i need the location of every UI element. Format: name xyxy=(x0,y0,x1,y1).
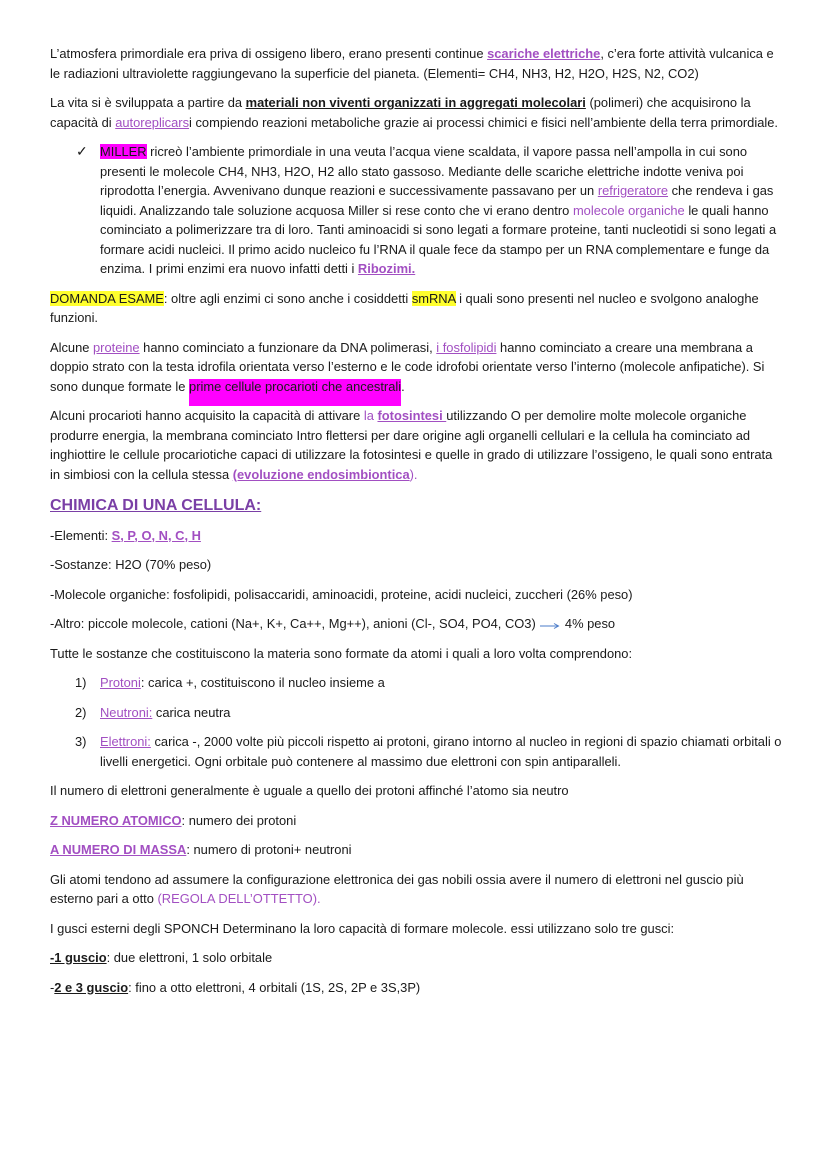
paragraph-procarioti: Alcuni procarioti hanno acquisito la capacità di attivare la fotosintesi utilizzando O per demolire molte molecole organiche produrre energia, la membrana cominciato Intro flettersi per dare origine agli organelli cellulari e la cellula ha cominciato ad inghiottire le cellule procariotiche capaci di utilizzare la fotosintesi e quelle in grado di utilizzare l’ossigeno, le quali sono entrata in simbiosi con la cellula stessa (evoluzione endosimbiontica). xyxy=(50,408,773,482)
paragraph-vita: La vita si è sviluppata a partire da materiali non viventi organizzati in aggregati molecolari (polimeri) che acquisirono la capacità di autoreplicarsi compiendo reazioni metaboliche grazie ai processi chimici e fisici nell’ambiente della terra primordiale. xyxy=(50,95,778,130)
line-gusci: I gusci esterni degli SPONCH Determinano la loro capacità di formare molecole. essi utilizzano solo tre gusci: xyxy=(50,920,675,936)
link-neutroni[interactable]: Neutroni: xyxy=(100,704,153,720)
section-heading: CHIMICA DI UNA CELLULA: xyxy=(50,497,262,514)
link-refrigeratore[interactable]: refrigeratore xyxy=(597,183,669,198)
line-molecole: -Molecole organiche: fosfolipidi, polisaccaridi, aminoacidi, proteine, acidi nucleici, zuccheri (26% peso) xyxy=(50,586,633,602)
line-numero-atomico: Z NUMERO ATOMICO: numero dei protoni xyxy=(50,812,297,828)
regola-ottetto: (REGOLA DELL’OTTETTO). xyxy=(157,891,321,906)
line-elementi: -Elementi: S, P, O, N, C, H xyxy=(50,527,201,543)
paragraph-ottetto: Gli atomi tendono ad assumere la configurazione elettronica dei gas nobili ossia avere il numero di elettroni nel guscio più esterno pari a otto (REGOLA DELL’OTTETTO). xyxy=(50,871,744,906)
link-numero-massa[interactable]: A NUMERO DI MASSA xyxy=(50,842,187,857)
link-autoreplicarsi[interactable]: autoreplicars xyxy=(115,114,190,130)
line-neutro: Il numero di elettroni generalmente è uguale a quello dei protoni affinché l’atomo sia neutro xyxy=(50,783,569,798)
link-proteine[interactable]: proteine xyxy=(93,339,140,355)
line-altro: -Altro: piccole molecole, cationi (Na+, K+, Ca++, Mg++), anioni (Cl-, SO4, PO4, CO3) 4% peso xyxy=(50,616,616,631)
checkmark-icon: ✓ xyxy=(76,143,88,159)
document-page xyxy=(50,44,785,997)
link-elementi[interactable]: S, P, O, N, C, H xyxy=(111,527,201,543)
highlight-domanda-esame: DOMANDA ESAME xyxy=(50,290,164,306)
link-ribozimi[interactable]: Ribozimi. xyxy=(357,261,416,276)
bold-guscio-1: -1 guscio xyxy=(50,950,107,965)
particles-list xyxy=(50,673,785,771)
paragraph-domanda-esame: DOMANDA ESAME: oltre agli enzimi ci sono anche i cosiddetti smRNA i quali sono presenti nel nucleo e svolgono analoghe funzioni. xyxy=(50,290,759,325)
list-item: 3) Elettroni: carica -, 2000 volte più piccoli rispetto ai protoni, girano intorno al nucleo in regioni di spazio chiamati orbitali o livelli energetici. Ogni orbitale può contenere al massimo due elettroni con spin antiparalleli. xyxy=(75,734,782,769)
link-scariche-elettriche[interactable]: scariche elettriche xyxy=(487,46,601,61)
link-numero-atomico[interactable]: Z NUMERO ATOMICO xyxy=(50,812,182,828)
bold-materiali: materiali non viventi organizzati in aggregati molecolari xyxy=(245,95,586,110)
line-numero-massa: A NUMERO DI MASSA: numero di protoni+ neutroni xyxy=(50,842,352,857)
paragraph-proteine: Alcune proteine hanno cominciato a funzionare da DNA polimerasi, i fosfolipidi hanno cominciato a creare una membrana a doppio strato con la testa idrofila orientata verso l’esterno e le code idrofobi orientate verso l’interno (molecole anfipatiche). Si sono dunque formate le prime cellule procarioti che ancestrali. xyxy=(50,338,785,397)
line-sostanze: -Sostanze: H2O (70% peso) xyxy=(50,557,212,572)
arrow-right-icon xyxy=(539,620,561,630)
paragraph-atmosfera: L’atmosfera primordiale era priva di ossigeno libero, erano presenti continue scariche elettriche, c’era forte attività vulcanica e le radiazioni ultraviolette raggiungevano la superficie del pianeta. (Elementi= CH4, NH3, H2, H2O, H2S, N2, CO2) xyxy=(50,46,774,81)
miller-item xyxy=(50,142,785,279)
line-guscio-2-3: -2 e 3 guscio: fino a otto elettroni, 4 orbitali (1S, 2S, 2P e 3S,3P) xyxy=(50,979,421,995)
line-atomi: Tutte le sostanze che costituiscono la materia sono formate da atomi i quali a loro volta comprendono: xyxy=(50,645,633,661)
highlight-miller: MILLER xyxy=(100,144,147,159)
bold-guscio-2-3: 2 e 3 guscio xyxy=(54,979,129,995)
link-fosfolipidi[interactable]: i fosfolipidi xyxy=(436,339,497,355)
link-elettroni[interactable]: Elettroni: xyxy=(100,734,151,749)
link-fotosintesi[interactable]: fotosintesi xyxy=(377,408,447,423)
line-guscio-1: -1 guscio: due elettroni, 1 solo orbitale xyxy=(50,950,273,965)
highlight-prime-cellule: prime cellule procarioti che ancestrali xyxy=(189,379,401,406)
purple-molecole-organiche: molecole organiche xyxy=(572,202,685,218)
link-evoluzione-endosimbiontica[interactable]: (evoluzione endosimbiontica xyxy=(232,466,410,482)
highlight-smrna: smRNA xyxy=(411,290,456,306)
list-item: 1) Protoni: carica +, costituiscono il nucleo insieme a xyxy=(75,675,385,690)
list-item: 2) Neutroni: carica neutra xyxy=(75,704,231,720)
link-protoni[interactable]: Protoni xyxy=(100,675,141,690)
miller-text: MILLER ricreò l’ambiente primordiale in una veuta l’acqua viene scaldata, il vapore passa nell’ampolla in cui sono presenti le molecole CH4, NH3, H2O, H2 allo stato gassoso. Mediante delle scariche elettriche indotte veniva poi riprodotta l’energia. Avvenivano dunque reazioni e successivamente passavano per un refrigeratore che rendeva i gas liquidi. Analizzando tale soluzione acquosa Miller si rese conto che vi erano dentro molecole organiche le quali hanno cominciato a polimerizzare tra di loro. Tanti aminoacidi si sono legati a formare proteine, tanti nucleotidi si sono legati a formare acidi nucleici. Il primo acido nucleico fu l’RNA il quale fece da stampo per un RNA complementare e funge da enzima. I primi enzimi era nuovo infatti detti i Ribozimi. xyxy=(100,144,777,276)
